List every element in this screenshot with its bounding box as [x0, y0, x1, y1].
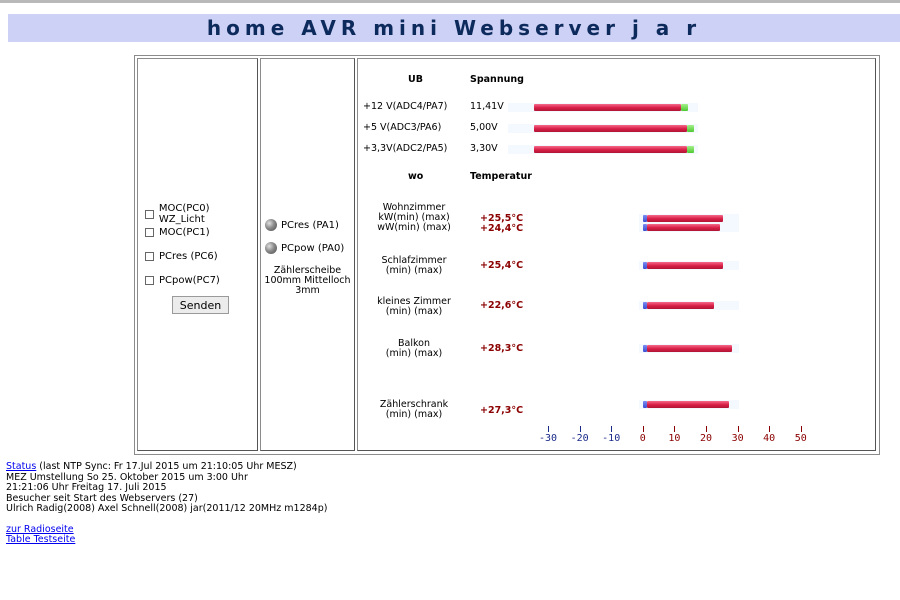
led-row-pcres — [265, 219, 339, 231]
axis-tick — [580, 426, 581, 432]
checkbox-label: PCres (PC6) — [159, 251, 218, 262]
zaehler-description — [261, 266, 354, 296]
checkbox-label: MOC(PC0) WZ_Licht — [158, 203, 210, 225]
axis-tick — [738, 426, 739, 432]
led-indicator-icon — [265, 219, 277, 231]
checkbox-row-pcpow[interactable] — [145, 275, 220, 286]
led-indicator-icon — [265, 242, 277, 254]
temp-bar — [647, 345, 732, 352]
checkbox-moc-pc1[interactable] — [145, 228, 154, 237]
send-button[interactable]: Senden — [172, 296, 229, 314]
axis-tick — [706, 426, 707, 432]
temp-bar — [647, 302, 714, 309]
checkbox-row-moc-pc0[interactable] — [145, 203, 257, 225]
axis-tick — [769, 426, 770, 432]
temp-value: +24,4°C — [480, 223, 524, 234]
room-label: Zählerschrank — [379, 399, 449, 410]
zaehler-line: 100mm Mittelloch — [264, 275, 351, 286]
room-label: (min) (max) — [385, 409, 443, 420]
voltage-bar-tip — [681, 104, 688, 111]
temp-value: +25,5°C — [480, 213, 524, 224]
voltage-value: 5,00V — [470, 122, 498, 133]
zaehler-line: 3mm — [295, 285, 320, 296]
main-table — [134, 55, 880, 455]
voltage-bar-tip — [687, 125, 694, 132]
temp-value: +22,6°C — [480, 300, 524, 311]
checkbox-pcpow[interactable] — [145, 276, 154, 285]
axis-tick-label: 0 — [639, 433, 646, 444]
axis-tick — [643, 426, 644, 432]
room-label: (min) (max) — [385, 348, 443, 359]
axis-tick-label: 20 — [699, 433, 713, 444]
voltage-bar — [534, 125, 687, 132]
axis-tick-label: 10 — [668, 433, 681, 444]
axis-tick-label: -20 — [570, 433, 589, 444]
led-label: PCpow (PA0) — [281, 242, 345, 254]
inputs-cell — [260, 58, 355, 451]
room-label: kleines Zimmer — [377, 296, 451, 307]
voltage-bar — [534, 104, 681, 111]
room-label: (min) (max) — [385, 265, 443, 276]
voltage-value: 3,30V — [470, 143, 498, 154]
top-border — [0, 0, 900, 3]
checkbox-label: MOC(PC1) — [159, 227, 210, 238]
header-temperatur: Temperatur — [470, 171, 532, 182]
room-balkon — [364, 339, 464, 359]
room-label: Schlafzimmer — [381, 255, 447, 266]
status-block — [6, 462, 327, 546]
header-ub: UB — [408, 74, 423, 85]
temp-bar — [647, 215, 724, 222]
temp-value: +28,3°C — [480, 343, 524, 354]
status-line: MEZ Umstellung So 25. Oktober 2015 um 3:00 Uhr — [6, 471, 248, 483]
room-label: wW(min) (max) — [377, 222, 451, 233]
temp-bar — [647, 262, 723, 269]
checkbox-row-pcres[interactable] — [145, 251, 218, 262]
axis-tick-label: -30 — [538, 433, 558, 444]
axis-tick-label: 40 — [763, 433, 776, 444]
voltage-label: +3,3V(ADC2/PA5) — [363, 143, 448, 154]
axis-tick — [674, 426, 675, 432]
page-title: home AVR mini Webserver j a r — [8, 14, 900, 42]
led-row-pcpow — [265, 242, 344, 254]
status-line: 21:21:06 Uhr Freitag 17. Juli 2015 — [6, 482, 167, 493]
axis-tick — [801, 426, 802, 432]
room-wohnzimmer — [364, 203, 464, 233]
temp-value: +25,4°C — [480, 260, 524, 271]
axis-tick-label: 50 — [794, 433, 807, 444]
axis-tick-label: 30 — [731, 433, 744, 444]
axis-tick — [548, 426, 549, 432]
led-label: PCres (PA1) — [281, 219, 339, 231]
controls-cell — [137, 58, 258, 451]
voltage-bar-tip — [687, 146, 694, 153]
status-line: Besucher seit Start des Webservers (27) — [6, 492, 198, 504]
header-wo: wo — [408, 171, 424, 182]
temp-bar — [647, 224, 720, 231]
temp-bar — [647, 401, 729, 408]
room-schlafzimmer — [364, 256, 464, 276]
room-label: (min) (max) — [385, 306, 443, 317]
room-kleines-zimmer — [364, 297, 464, 317]
status-line: Ulrich Radig(2008) Axel Schnell(2008) jar(2011/12 20MHz m1284p) — [6, 503, 328, 514]
table-test-link[interactable]: Table Testseite — [6, 534, 76, 545]
checkbox-label: PCpow(PC7) — [159, 275, 220, 286]
room-label: Balkon — [398, 338, 430, 349]
checkbox-pcres[interactable] — [145, 252, 154, 261]
voltage-label: +5 V(ADC3/PA6) — [363, 122, 442, 133]
status-link[interactable]: Status — [6, 461, 37, 472]
voltage-value: 11,41V — [470, 101, 504, 112]
room-zaehlerschrank — [364, 400, 464, 420]
status-text: (last NTP Sync: Fr 17.Jul 2015 um 21:10:05 Uhr MESZ) — [36, 461, 297, 472]
measurements-cell — [357, 58, 876, 451]
temp-value: +27,3°C — [480, 405, 524, 416]
radio-page-link[interactable]: zur Radioseite — [6, 523, 74, 535]
zaehler-line: Zählerscheibe — [273, 265, 342, 276]
axis-tick — [611, 426, 612, 432]
voltage-bar — [534, 146, 687, 153]
checkbox-moc-pc0[interactable] — [145, 210, 154, 219]
checkbox-row-moc-pc1[interactable] — [145, 227, 210, 238]
header-spannung: Spannung — [470, 74, 524, 85]
status-line — [6, 462, 327, 473]
voltage-label: +12 V(ADC4/PA7) — [363, 101, 448, 112]
axis-tick-label: -10 — [602, 433, 621, 444]
room-label: kW(min) (max) — [378, 212, 450, 223]
room-label: Wohnzimmer — [382, 202, 446, 213]
